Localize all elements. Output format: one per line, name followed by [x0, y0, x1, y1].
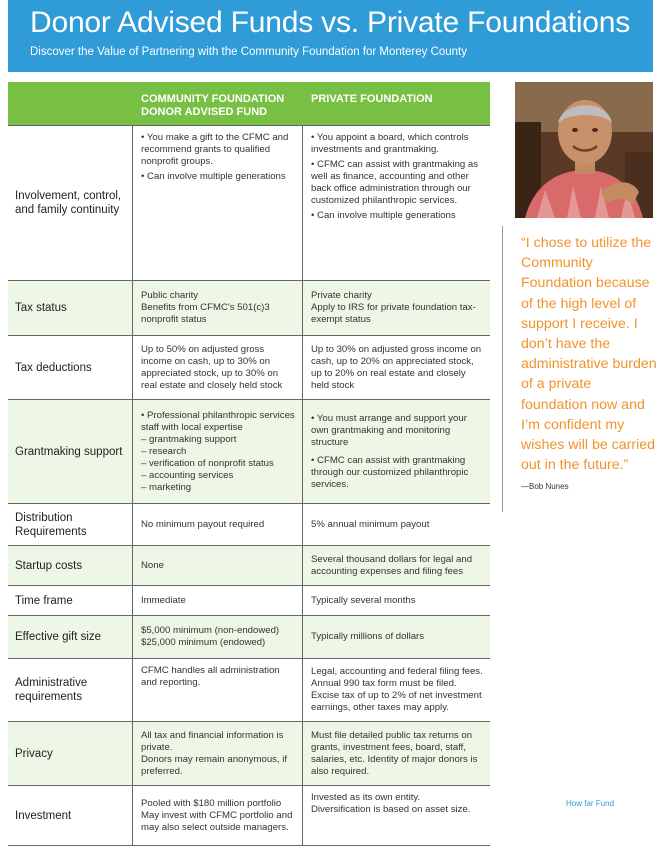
header-daf-line-2: DONOR ADVISED FUND — [141, 106, 268, 118]
row-label: Tax deductions — [15, 361, 92, 374]
cell-text: Apply to IRS for private foundation tax-exempt status — [311, 302, 476, 325]
cell-text: CFMC handles all administration and reporting. — [141, 665, 280, 688]
daf-cell — [132, 126, 302, 280]
cell-text: Up to 50% on adjusted gross income on cash, up to 30% on appreciated stock, up to 30% on real estate and closely held stock — [141, 343, 283, 391]
cell-text: • You make a gift to the CFMC and recommend grants to qualified nonprofit groups. — [141, 132, 289, 167]
daf-cell — [132, 281, 302, 335]
row-label: Startup costs — [15, 559, 83, 572]
table-row-tax-deductions — [8, 335, 490, 399]
table-row-time-frame — [8, 585, 490, 615]
daf-cell — [132, 786, 302, 845]
cell-text: None — [141, 559, 164, 571]
cell-text: – accounting services — [141, 469, 234, 481]
cell-text: Public charity — [141, 290, 199, 301]
cell-text: – research — [141, 445, 187, 457]
testimonial-quote — [521, 233, 657, 498]
cell-text: All tax and financial information is private. — [141, 729, 284, 753]
row-label: Grantmaking support — [15, 445, 123, 458]
header-pf: PRIVATE FOUNDATION — [311, 93, 433, 105]
sidebar-divider — [502, 226, 503, 512]
cell-text: $25,000 minimum (endowed) — [141, 637, 266, 648]
cell-text: May invest with CFMC portfolio and may also select outside managers. — [141, 809, 293, 833]
quote-text: “I chose to utilize the Community Foundation because of the high level of support I receive. I don’t have the administrative burden of a private foundation now and I’m confident my wishes will be carried out in the future.” — [521, 235, 657, 474]
page-subtitle: Discover the Value of Partnering with the Community Foundation for Monterey County — [30, 46, 467, 58]
daf-cell — [132, 586, 302, 615]
cell-text: No minimum payout required — [141, 518, 265, 530]
table-row-privacy — [8, 721, 490, 785]
title-banner — [8, 0, 653, 72]
comparison-table — [8, 82, 490, 846]
pf-cell — [302, 336, 490, 399]
pf-cell — [302, 281, 490, 335]
cell-text: Diversification is based on asset size. — [311, 804, 471, 815]
cell-text: • CFMC can assist with grantmaking through our customized philanthropic services. — [311, 454, 469, 490]
cell-text: • CFMC can assist with grantmaking as well as finance, accounting and other back office administration through our customized philanthropic services. — [311, 159, 479, 206]
pf-cell — [302, 546, 490, 585]
cell-text: – grantmaking support — [141, 433, 237, 445]
header-blank-cell — [8, 82, 132, 125]
daf-cell — [132, 659, 302, 721]
cell-text: Must file detailed public tax returns on grants, investment fees, board, staff, salaries, etc. Identity of major donors is also required. — [311, 729, 478, 777]
pf-cell — [302, 126, 490, 280]
pf-cell — [302, 722, 490, 785]
header-daf-line-1: COMMUNITY FOUNDATION — [141, 93, 285, 105]
table-row-investment — [8, 785, 490, 845]
cell-text: Typically several months — [311, 594, 416, 606]
cell-text: 5% annual minimum payout — [311, 518, 430, 530]
row-label: Tax status — [15, 302, 67, 314]
row-label: Involvement, control, and family continuity — [15, 190, 122, 216]
row-label: Investment — [15, 809, 72, 822]
pf-cell — [302, 586, 490, 615]
table-row-distribution — [8, 503, 490, 545]
pf-cell — [302, 504, 490, 545]
cell-text: • You appoint a board, which controls investments and grantmaking. — [311, 132, 469, 155]
cell-text: Private charity — [311, 290, 372, 301]
pf-cell — [302, 786, 490, 845]
daf-cell — [132, 504, 302, 545]
cell-text: Donors may remain anonymous, if preferred. — [141, 753, 288, 777]
daf-cell — [132, 616, 302, 658]
cell-text: – verification of nonprofit status — [141, 457, 274, 469]
footer-fragment: How far Fund — [566, 799, 615, 808]
daf-cell — [132, 400, 302, 503]
row-label: Administrative requirements — [15, 677, 88, 703]
cell-text: • Can involve multiple generations — [311, 210, 456, 221]
table-row-tax-status — [8, 280, 490, 335]
cell-text: • You must arrange and support your own grantmaking and monitoring structure — [311, 412, 467, 448]
daf-cell — [132, 336, 302, 399]
cell-text: Up to 30% on adjusted gross income on cash, up to 20% on appreciated stock, up to 20% on real estate and closely held stock — [311, 343, 482, 391]
cell-text: $5,000 minimum (non-endowed) — [141, 625, 280, 636]
cell-text: Benefits from CFMC's 501(c)3 nonprofit status — [141, 302, 270, 325]
cell-text: Immediate — [141, 594, 186, 606]
daf-cell — [132, 722, 302, 785]
cell-text: – marketing — [141, 481, 192, 493]
table-row-startup-costs — [8, 545, 490, 585]
row-label: Effective gift size — [15, 631, 102, 643]
cell-text: • Can involve multiple generations — [141, 171, 286, 182]
pf-cell — [302, 659, 490, 721]
donor-photo — [515, 82, 653, 218]
cell-text: Invested as its own entity. — [311, 792, 421, 803]
cell-text: • Professional philanthropic services staff with local expertise — [141, 409, 295, 433]
cell-text: Legal, accounting and federal filing fees. Annual 990 tax form must be filed. Excise tax of up to 2% of net investment earnings, other taxes may apply. — [311, 666, 483, 713]
table-row-grantmaking-support — [8, 399, 490, 503]
cell-text: Typically millions of dollars — [311, 631, 425, 642]
pf-cell — [302, 400, 490, 503]
row-label: Time frame — [15, 594, 73, 607]
page-title: Donor Advised Funds vs. Private Foundations — [30, 6, 631, 39]
table-row-administrative — [8, 658, 490, 721]
cell-text: Pooled with $180 million portfolio — [141, 797, 282, 809]
table-row-gift-size — [8, 615, 490, 658]
cell-text: Several thousand dollars for legal and accounting expenses and filing fees — [311, 553, 473, 577]
header-daf — [132, 82, 302, 125]
table-row-involvement — [8, 125, 490, 280]
row-label: Distribution Requirements — [15, 511, 87, 538]
daf-cell — [132, 546, 302, 585]
quote-attribution: —Bob Nunes — [521, 482, 569, 492]
table-header — [8, 82, 490, 125]
pf-cell — [302, 616, 490, 658]
row-label: Privacy — [15, 747, 53, 760]
